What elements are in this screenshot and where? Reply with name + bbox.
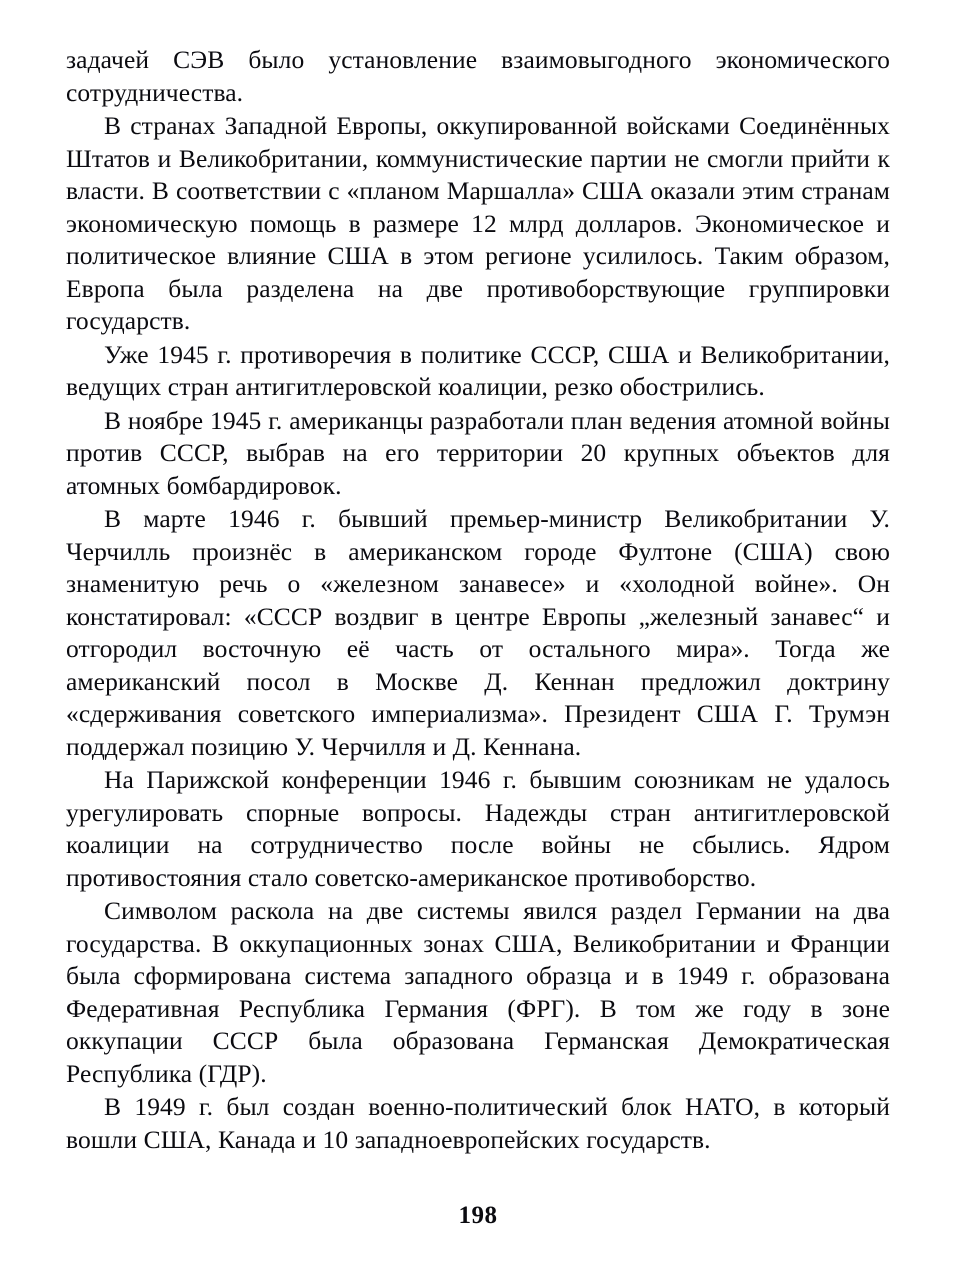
paragraph: В 1949 г. был создан военно-политический блок НАТО, в который вошли США, Канада и 10 западноевропейских государств. (66, 1092, 890, 1154)
paragraph: На Парижской конференции 1946 г. бывшим союзникам не удалось урегулировать спорные вопросы. Надежды стран антигитлеровской коалиции на сотрудничество после войны не сбылись. Ядром противостояния стало советско-американское противоборство. (66, 765, 890, 892)
paragraph: В странах Западной Европы, оккупированной войсками Соединённых Штатов и Великобритании, коммунистические партии не смогли прийти к власти. В соответствии с «планом Маршалла» США оказали этим странам экономическую помощь в размере 12 млрд долларов. Экономическое и политическое влияние США в этом регионе усилилось. Таким образом, Европа была разделена на две противоборствующие группировки государств. (66, 111, 890, 335)
paragraph: задачей СЭВ было установление взаимовыгодного экономического сотрудничества. (66, 45, 890, 107)
paragraph: В ноябре 1945 г. американцы разработали план ведения атомной войны против СССР, выбрав на его территории 20 крупных объектов для атомных бомбардировок. (66, 405, 890, 500)
paragraph: Символом раскола на две системы явился раздел Германии на два государства. В оккупационных зонах США, Великобритании и Франции была сформирована система западного образца и в 1949 г. образована Федеративная Республика Германия (ФРГ). В том же году в зоне оккупации СССР была образована Германская Демократическая Республика (ГДР). (66, 896, 890, 1088)
page-number: 198 (458, 1202, 498, 1229)
paragraph: Уже 1945 г. противоречия в политике СССР, США и Великобритании, ведущих стран антигитлеровской коалиции, резко обострились. (66, 339, 890, 401)
page-body (66, 44, 890, 1156)
paragraph: В марте 1946 г. бывший премьер-министр Великобритании У. Черчилль произнёс в американском городе Фултоне (США) свою знаменитую речь о «железном занавесе» и «холодной войне». Он констатировал: «СССР воздвиг в центре Европы „железный занавес“ и отгородил восточную её часть от остального мира». Тогда же американский посол в Москве Д. Кеннан предложил доктрину «сдерживания советского империализма». Президент США Г. Трумэн поддержал позицию У. Черчилля и Д. Кеннана. (66, 504, 890, 761)
